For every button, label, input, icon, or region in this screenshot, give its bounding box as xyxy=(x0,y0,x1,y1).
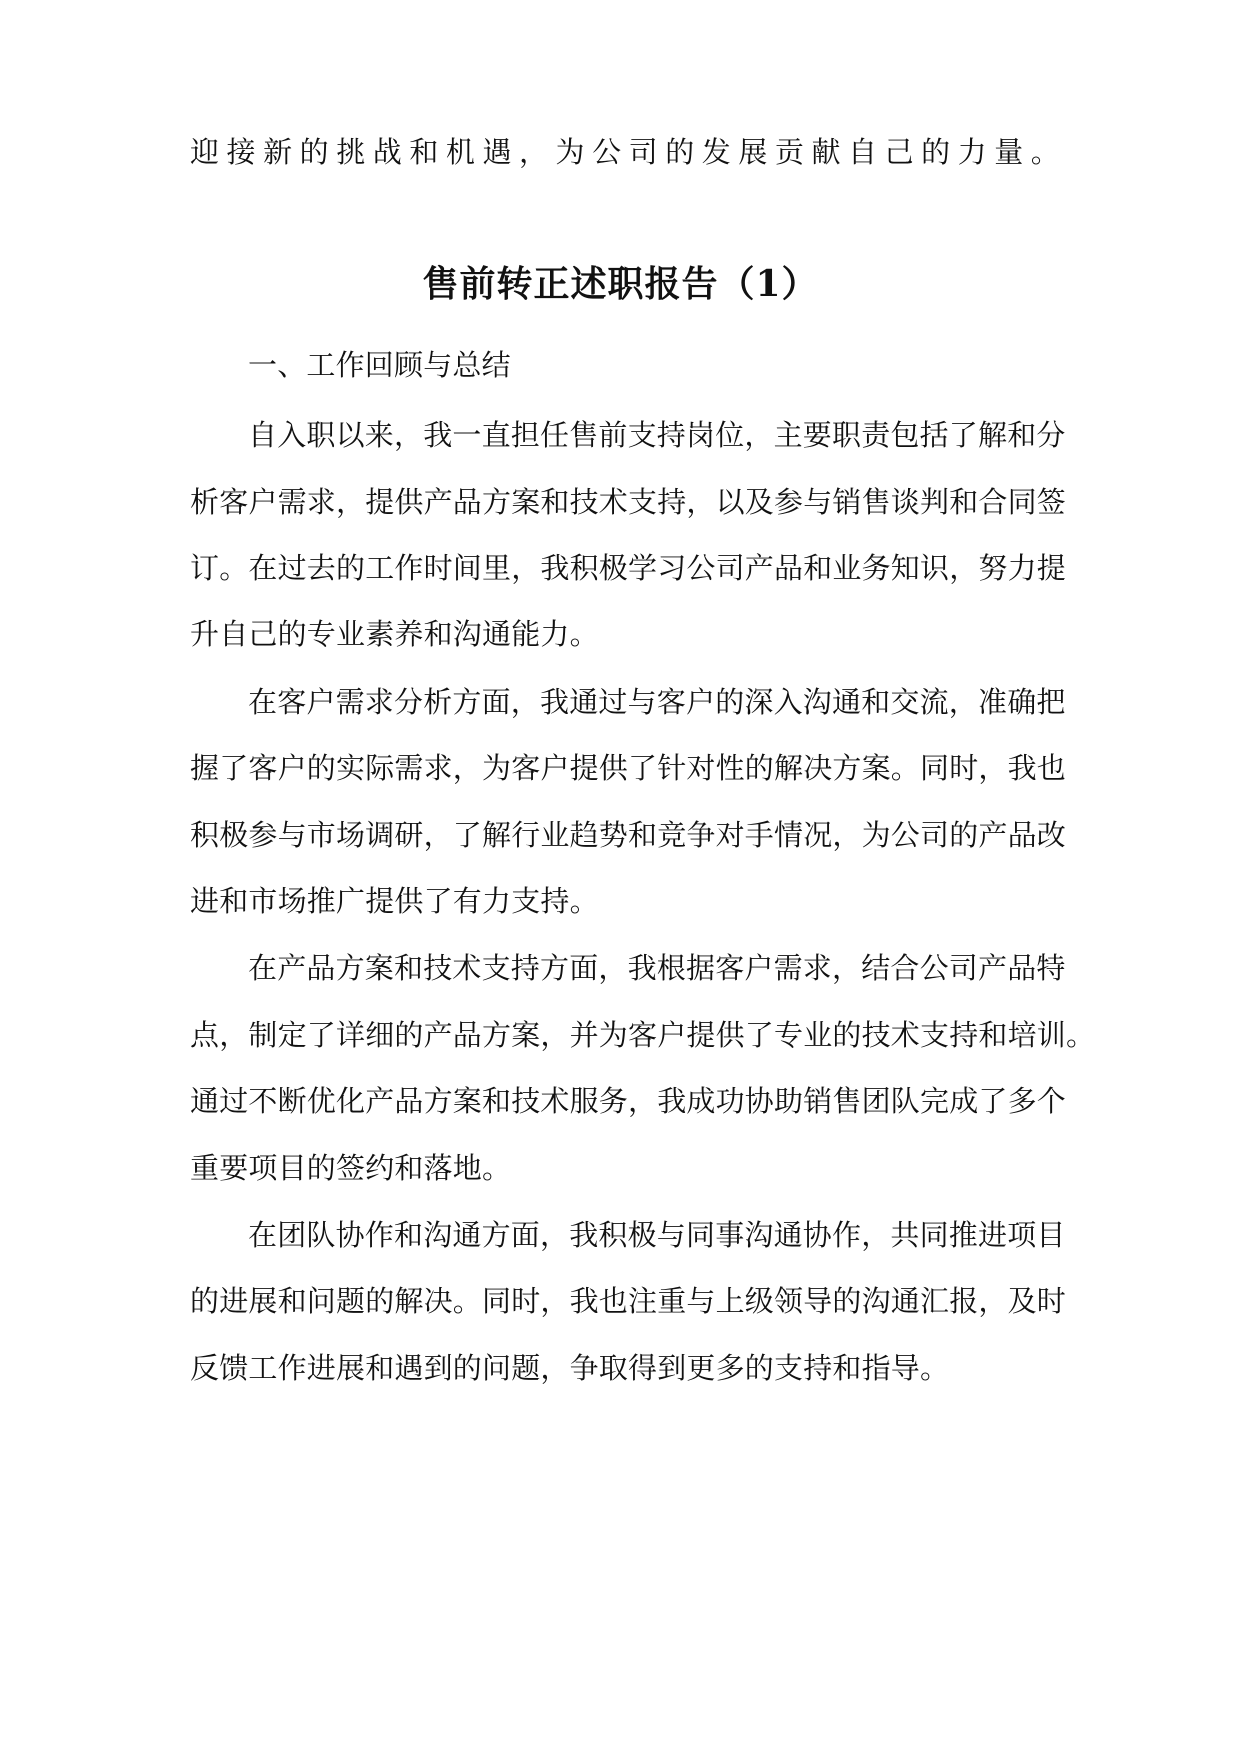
paragraph-2-line-3: 积极参与市场调研，了解行业趋势和竞争对手情况，为公司的产品改 xyxy=(190,818,1067,852)
paragraph-4-line-2: 的进展和问题的解决。同时，我也注重与上级领导的沟通汇报，及时 xyxy=(190,1284,1067,1318)
paragraph-1-line-1: 自入职以来，我一直担任售前支持岗位，主要职责包括了解和分 xyxy=(248,418,1066,452)
paragraph-2-line-1: 在客户需求分析方面，我通过与客户的深入沟通和交流，准确把 xyxy=(248,685,1066,719)
section-heading: 一、工作回顾与总结 xyxy=(248,348,511,382)
paragraph-1-line-2: 析客户需求，提供产品方案和技术支持，以及参与销售谈判和合同签 xyxy=(190,485,1067,519)
paragraph-3-line-2: 点，制定了详细的产品方案，并为客户提供了专业的技术支持和培训。 xyxy=(190,1018,1096,1052)
paragraph-4-line-3: 反馈工作进展和遇到的问题，争取得到更多的支持和指导。 xyxy=(190,1351,950,1385)
page-title: 售前转正述职报告（1） xyxy=(422,263,819,305)
paragraph-2-line-4: 进和市场推广提供了有力支持。 xyxy=(190,884,599,918)
paragraph-1-line-4: 升自己的专业素养和沟通能力。 xyxy=(190,617,599,651)
paragraph-3-line-1: 在产品方案和技术支持方面，我根据客户需求，结合公司产品特 xyxy=(248,951,1066,985)
paragraph-3-line-3: 通过不断优化产品方案和技术服务，我成功协助销售团队完成了多个 xyxy=(190,1084,1067,1118)
paragraph-2-line-2: 握了客户的实际需求，为客户提供了针对性的解决方案。同时，我也 xyxy=(190,751,1067,785)
continuation-line: 迎接新的挑战和机遇，为公司的发展贡献自己的力量。 xyxy=(190,135,1060,169)
paragraph-4-line-1: 在团队协作和沟通方面，我积极与同事沟通协作，共同推进项目 xyxy=(248,1218,1066,1252)
paragraph-3-line-4: 重要项目的签约和落地。 xyxy=(190,1151,512,1185)
paragraph-1-line-3: 订。在过去的工作时间里，我积极学习公司产品和业务知识，努力提 xyxy=(190,551,1067,585)
